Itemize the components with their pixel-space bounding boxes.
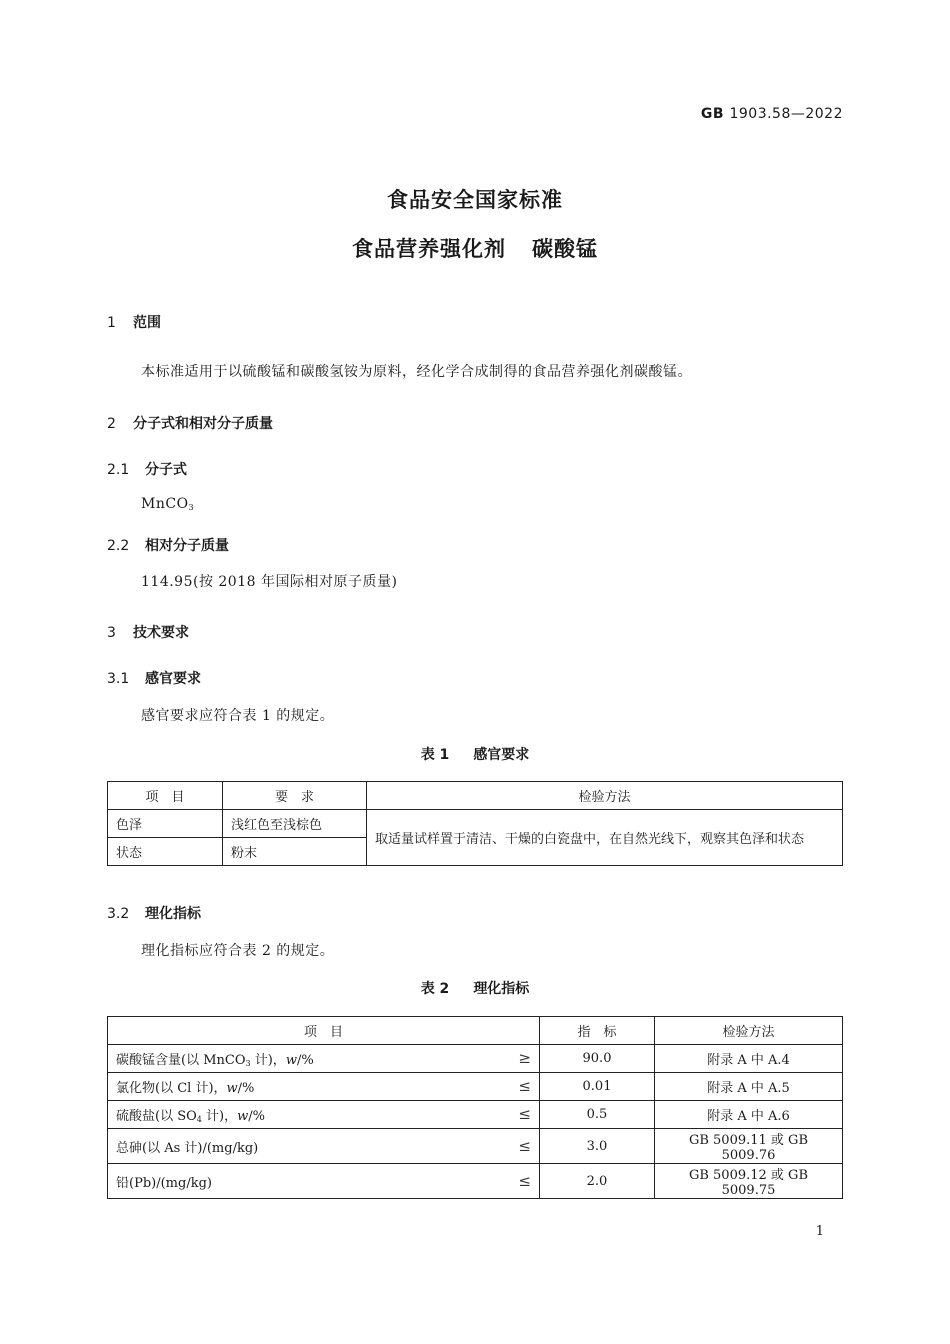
cell-item: 硫酸盐(以 $SO_4$ 计)，w/% ≤: [108, 1101, 540, 1129]
section-1-text: 本标准适用于以硫酸锰和碳酸氢铵为原料，经化学合成制得的食品营养强化剂碳酸锰。: [141, 364, 692, 380]
document-title: 食品安全国家标准: [387, 188, 563, 212]
column-header: 检验方法: [367, 782, 843, 810]
section-title: 技术要求: [133, 625, 189, 641]
section-3-heading: [107, 622, 189, 642]
subtitle-part-1: 食品营养强化剂: [352, 237, 506, 261]
molecular-mass-text: 114.95(按 2018 年国际相对原子质量): [141, 574, 398, 590]
table-1-caption: 表 1 感官要求: [420, 747, 530, 763]
subtitle-part-2: 碳酸锰: [532, 237, 598, 261]
cell-method: GB 5009.11 或 GB 5009.76: [655, 1129, 843, 1164]
cell-method: 附录 A 中 A.6: [655, 1101, 843, 1129]
section-3-1-heading: [107, 668, 201, 688]
table-row: [108, 1129, 843, 1164]
cell-item: 状态: [108, 838, 223, 866]
standard-prefix: GB: [700, 106, 725, 122]
table-2-caption: 表 2 理化指标: [420, 981, 530, 997]
comparison-symbol: ≤: [518, 1171, 531, 1190]
section-number: 3.2: [107, 906, 130, 922]
table-row: [108, 1045, 843, 1073]
cell-method: GB 5009.12 或 GB 5009.75: [655, 1164, 843, 1199]
cell-value: 0.01: [540, 1073, 655, 1101]
table-header-row: [108, 1017, 843, 1045]
section-title: 范围: [133, 315, 161, 331]
section-2-heading: [107, 413, 273, 433]
section-number: 3: [107, 625, 116, 641]
physicochemical-indicators-table: [107, 1016, 843, 1199]
section-title: 分子式: [145, 462, 187, 478]
cell-method: 取适量试样置于清洁、干燥的白瓷盘中，在自然光线下，观察其色泽和状态: [367, 810, 843, 866]
section-2-2-heading: [107, 535, 229, 555]
cell-value: 3.0: [540, 1129, 655, 1164]
cell-requirement: 粉末: [223, 838, 367, 866]
cell-item: 碳酸锰含量(以 MnCO$_3$ 计)，w/% ≥: [108, 1045, 540, 1073]
section-title: 分子式和相对分子质量: [133, 416, 273, 432]
sensory-requirements-table: [107, 781, 843, 866]
standard-number: [701, 106, 843, 122]
section-number: 3.1: [107, 671, 130, 687]
comparison-symbol: ≤: [518, 1105, 531, 1123]
cell-value: 0.5: [540, 1101, 655, 1129]
table-row: [108, 1164, 843, 1199]
section-1-heading: [107, 312, 161, 332]
standard-code: 1903.58—2022: [729, 106, 843, 122]
section-title: 理化指标: [145, 906, 201, 922]
column-header: 指 标: [540, 1017, 655, 1045]
document-subtitle: [0, 233, 950, 263]
section-3-1-text: 感官要求应符合表 1 的规定。: [141, 708, 335, 724]
cell-method: 附录 A 中 A.5: [655, 1073, 843, 1101]
section-title: 感官要求: [145, 671, 201, 687]
table-row: [108, 810, 843, 838]
section-2-1-heading: [107, 459, 187, 479]
table-row: [108, 1073, 843, 1101]
cell-item: 色泽: [108, 810, 223, 838]
section-title: 相对分子质量: [145, 538, 229, 554]
section-number: 1: [107, 315, 116, 331]
page-number: 1: [815, 1224, 824, 1239]
column-header: 要 求: [223, 782, 367, 810]
cell-value: 2.0: [540, 1164, 655, 1199]
cell-item: 铅(Pb)/(mg/kg) ≤: [108, 1164, 540, 1199]
molecular-formula: MnCO$_3$: [141, 496, 195, 512]
section-3-2-text: 理化指标应符合表 2 的规定。: [141, 943, 335, 959]
comparison-symbol: ≥: [518, 1049, 531, 1067]
table-header-row: [108, 782, 843, 810]
section-number: 2: [107, 416, 116, 432]
section-number: 2.1: [107, 462, 130, 478]
cell-value: 90.0: [540, 1045, 655, 1073]
cell-requirement: 浅红色至浅棕色: [223, 810, 367, 838]
column-header: 项 目: [108, 782, 223, 810]
column-header: 项 目: [108, 1017, 540, 1045]
column-header: 检验方法: [655, 1017, 843, 1045]
cell-item: 总砷(以 As 计)/(mg/kg) ≤: [108, 1129, 540, 1164]
section-3-2-heading: [107, 903, 201, 923]
cell-method: 附录 A 中 A.4: [655, 1045, 843, 1073]
comparison-symbol: ≤: [518, 1077, 531, 1095]
section-number: 2.2: [107, 538, 130, 554]
comparison-symbol: ≤: [518, 1136, 531, 1155]
table-row: [108, 1101, 843, 1129]
cell-item: 氯化物(以 Cl 计)，w/% ≤: [108, 1073, 540, 1101]
